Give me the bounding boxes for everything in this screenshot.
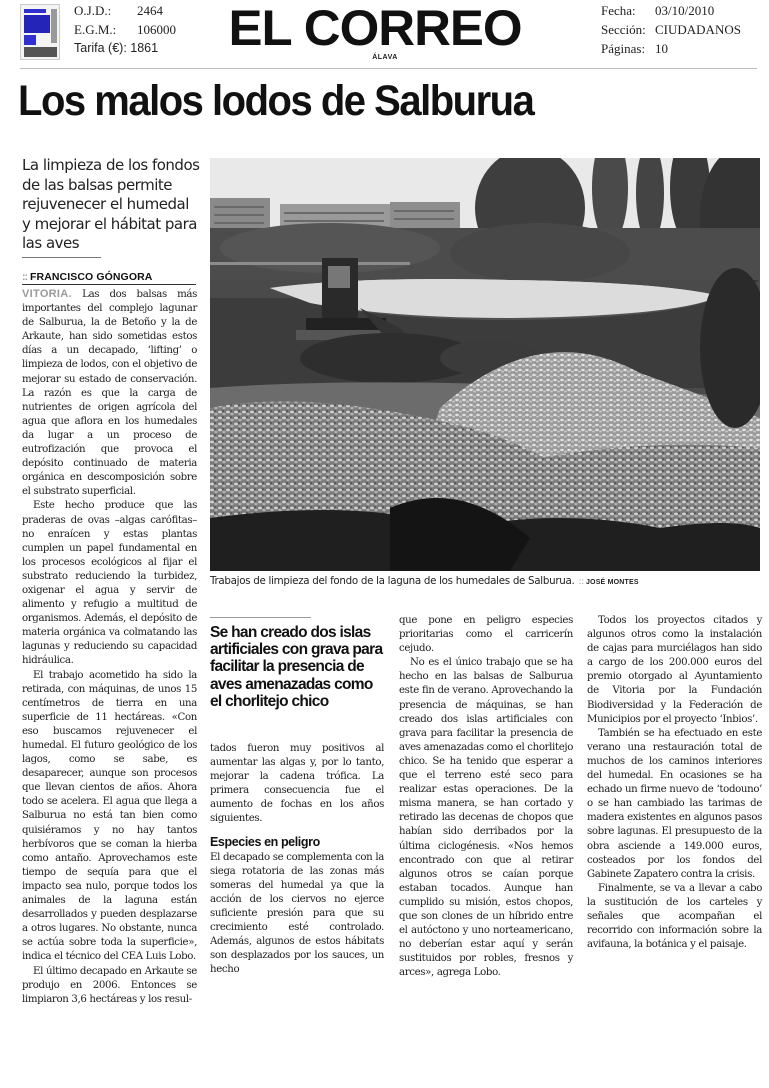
pullquote-divider	[210, 617, 311, 618]
byline-author: FRANCISCO GÓNGORA	[30, 271, 153, 283]
photo-caption	[210, 575, 760, 587]
paragraph: Todos los proyectos citados y algunos otros como la instalación de cajas para murciélagos han sido a cargo de los 200.000 euros del premio otorgado al Ayuntamiento de Vitoria por la Fundación Biodiversidad y la Federación de Municipios por el proyecto ‘Inbios’.	[587, 615, 762, 725]
paragraph: que pone en peligro especies prioritarias como el carricerín cejudo.	[399, 615, 573, 655]
tarifa-label: Tarifa (€):	[74, 41, 127, 55]
newspaper-masthead: EL CORREO	[228, 0, 522, 56]
byline	[22, 271, 196, 285]
deck-divider	[22, 257, 101, 258]
dateline: VITORIA.	[22, 288, 72, 300]
credit-dots-icon: ::	[578, 577, 584, 587]
header-divider	[20, 68, 757, 69]
article-column-1	[22, 287, 197, 1007]
byline-dots-icon: ::	[22, 271, 27, 283]
page-thumbnail-icon	[20, 4, 60, 60]
ojd-label: O.J.D.:	[74, 3, 112, 18]
paragraph: También se ha efectuado en este verano una restauración total de muchos de los caminos interiores del humedal. En ocasiones se ha echado un firme nuevo de ‘todouno’ o se han cambiado las tarimas de madera existentes en algunos pasos sobre lagunas. El presupuesto de la obra asciende a 149.000 euros, costeados por los fondos del Gabinete Zapatero contra la crisis.	[587, 727, 762, 880]
fecha-value: 03/10/2010	[655, 3, 715, 18]
article-column-2	[210, 742, 384, 977]
ojd-value: 2464	[137, 3, 163, 18]
paginas-value: 10	[655, 41, 668, 56]
article-column-3	[399, 614, 573, 980]
publication-info	[601, 1, 741, 58]
paragraph: El último decapado en Arkaute se produjo en 2006. Entonces se limpiaron 3,6 hectáreas y los resul-	[22, 965, 197, 1005]
section-subhead: Especies en peligro	[210, 834, 320, 849]
paragraph: tados fueron muy positivos al aumentar las algas y, por lo tanto, mejorar la cadena trófica. La primera consecuencia fue el aumento de fochas en los años siguientes.	[210, 743, 384, 825]
article-column-4	[587, 614, 762, 952]
paragraph: VITORIA. Las dos balsas más importantes del complejo lagunar de Salburua, la de Betoño y la de Arkaute, han sido sometidas estos días a un decapado, ‘lifting’ o limpieza de lodos, con el objetivo de mejorar su estado de conservación. La razón es que la carga de nutrientes de origen agrícola del agua que aflora en los humedales da lugar a un proceso de eutrofización que provoca el depósito continuado de materia orgánica en descomposición sobre el substrato superficial.	[22, 288, 198, 498]
article-photo	[210, 158, 760, 571]
article-headline: Los malos lodos de Salburua	[18, 77, 534, 125]
edition-label: ÁLAVA	[372, 54, 398, 61]
caption-text: Trabajos de limpieza del fondo de la laguna de los humedales de Salburua.	[210, 575, 575, 587]
paginas-label: Páginas:	[601, 41, 646, 56]
paragraph: El trabajo acometido ha sido la retirada, con máquinas, de unos 15 centímetros de tierra en una superficie de 11 hectáreas. «Con eso buscamos rejuvenecer el humedal. El futuro geológico de los lagos, como se sabe, es desaparecer, aunque son procesos que llevan cientos de años. Ahora todo se acelera. El agua que llega a Salburua no está tan bien como quisiéramos y no hay tantos herbívoros que se coman la hierba como antaño. Aprovechamos este tiempo de sequía para que el impacto sea nulo, porque todos los animales de la laguna están desarrollados y pueden desplazarse a otros lugares. No obstante, nunca se actúa sobre toda la superficie», indica el técnico del CEA Luis Lobo.	[22, 669, 197, 963]
article-deck: La limpieza de los fondos de las balsas permite rejuvenecer el humedal y mejorar el hábitat para las aves	[22, 156, 200, 252]
tarifa-value: 1861	[130, 41, 159, 55]
lagoon-excavation-photo	[210, 158, 760, 571]
fecha-label: Fecha:	[601, 3, 636, 18]
paragraph: Finalmente, se va a llevar a cabo la sustitución de los carteles y señales que acompañan el recorrido con información sobre la avifauna, la botánica y el paisaje.	[587, 882, 762, 951]
pullquote: Se han creado dos islas artificiales con grava para facilitar la presencia de aves amenazadas como el chorlitejo chico	[210, 624, 383, 710]
seccion-label: Sección:	[601, 22, 646, 37]
paragraph: El decapado se complementa con la siega rotatoria de las zonas más someras del humedal ya que la acción de los ciervos no ejerce suficiente presión para que su crecimiento esté controlado. Además, algunos de estos hábitats son desplazados por los sauces, un hecho	[210, 851, 384, 976]
paragraph: No es el único trabajo que se ha hecho en las balsas de Salburua este fin de verano. Aprovechando la presencia de máquinas, se han creado dos islas artificiales con grava para facilitar la presencia de aves amenazadas como el chorlitejo chico. Se ha tenido que esperar a que el terreno esté seco para realizar estas operaciones. De la misma manera, se han cortado y retirado las decenas de chopos que habían sido derribados por la última ciclogénesis. «Nos hemos encontrado con que al retirar algunos otros se caían porque estaban tocados. Aunque han cumplido su misión, estos chopos, que son clones de un híbrido entre el autóctono y uno norteamericano, no deberían estar aquí y serán sustituidos por robles, fresnos y arces», agrega Lobo.	[399, 657, 573, 979]
seccion-value: CIUDADANOS	[655, 22, 741, 37]
egm-label: E.G.M.:	[74, 22, 117, 37]
circulation-info	[74, 1, 176, 58]
photo-credit: JOSÉ MONTES	[585, 579, 639, 586]
egm-value: 106000	[137, 22, 176, 37]
paragraph: Este hecho produce que las praderas de ovas –algas carófitas– no enraícen y estas plantas cumplen un papel fundamental en los procesos ecológicos al fijar el substrato reduciendo la turbidez, oxigenar el agua y servir de alimento y refugio a multitud de organismos. Además, el depósito de materia orgánica va colmatando las lagunas y reduciendo su capacidad hidráulica.	[22, 500, 197, 667]
